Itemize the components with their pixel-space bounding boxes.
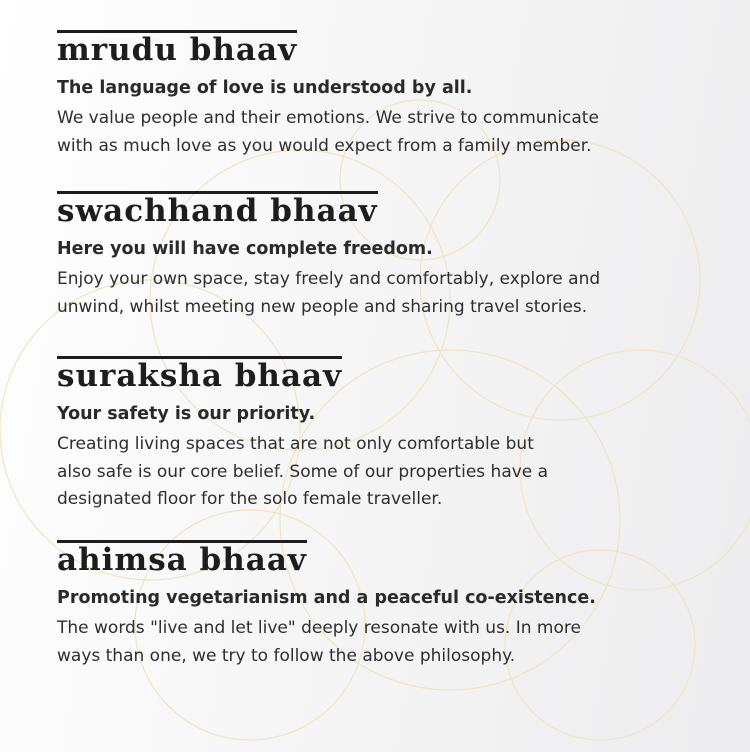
- body-line: with as much love as you would expect from a family member.: [57, 135, 592, 156]
- body-line: ways than one, we try to follow the above philosophy.: [57, 645, 516, 666]
- section-title: mrudu bhaav: [57, 32, 298, 68]
- body-line: Creating living spaces that are not only comfortable but: [57, 434, 534, 454]
- section-body: [57, 615, 747, 670]
- section-ahimsa-bhaav: [57, 540, 747, 670]
- section-swachhand-bhaav: [57, 191, 747, 321]
- section-subtitle: Promoting vegetarianism and a peaceful co-existence.: [57, 588, 596, 608]
- body-line: unwind, whilst meeting new people and sharing travel stories.: [57, 296, 588, 317]
- section-title: swachhand bhaav: [57, 193, 378, 229]
- section-mrudu-bhaav: [57, 30, 747, 160]
- section-body: [57, 266, 747, 321]
- section-body: [57, 105, 747, 160]
- body-line: We value people and their emotions. We strive to communicate: [57, 108, 599, 128]
- section-subtitle: Your safety is our priority.: [57, 404, 316, 424]
- body-line: designated floor for the solo female traveller.: [57, 489, 443, 509]
- body-line: Enjoy your own space, stay freely and comfortably, explore and: [57, 269, 601, 289]
- body-line: also safe is our core belief. Some of our properties have a: [57, 461, 549, 482]
- section-subtitle: The language of love is understood by all.: [57, 78, 473, 98]
- section-title: suraksha bhaav: [57, 358, 343, 394]
- section-body: [57, 431, 747, 514]
- section-suraksha-bhaav: [57, 356, 747, 514]
- body-line: The words "live and let live" deeply resonate with us. In more: [57, 618, 581, 638]
- section-title: ahimsa bhaav: [57, 542, 307, 578]
- section-subtitle: Here you will have complete freedom.: [57, 239, 433, 259]
